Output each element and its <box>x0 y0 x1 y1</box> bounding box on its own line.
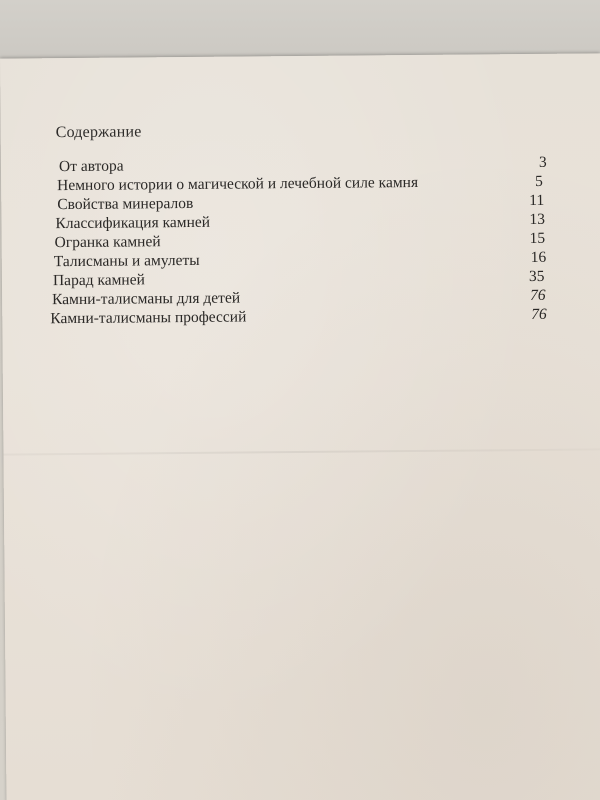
toc-entry-title: Камни-талисманы профессий <box>50 308 247 328</box>
toc-entry-title: Талисманы и амулеты <box>53 251 200 271</box>
toc-entry-page: 5 <box>535 172 543 190</box>
toc-entry-title: Огранка камней <box>54 233 161 252</box>
toc-entry-page: 76 <box>530 286 546 305</box>
toc-entry-title: Камни-талисманы для детей <box>52 289 241 309</box>
toc-entry-page: 3 <box>538 153 547 171</box>
toc-entry-title: Свойства минералов <box>57 194 194 214</box>
book-page <box>0 53 600 800</box>
toc-entry-page: 76 <box>531 305 547 323</box>
toc-entry-title: От автора <box>58 157 124 176</box>
toc-entry-page: 35 <box>528 267 545 286</box>
toc-entry-page: 13 <box>529 210 546 229</box>
toc-entry-page: 16 <box>530 248 547 266</box>
toc-entry-title: Парад камней <box>52 271 145 290</box>
table-of-contents <box>1 153 600 328</box>
toc-entry-page: 11 <box>529 191 545 210</box>
toc-heading: Содержание <box>55 123 142 142</box>
toc-entry-page: 15 <box>529 229 546 248</box>
toc-entry-title: Немного истории о магической и лечебной силе камня <box>57 173 419 195</box>
toc-entry-title: Классификация камней <box>55 213 211 233</box>
